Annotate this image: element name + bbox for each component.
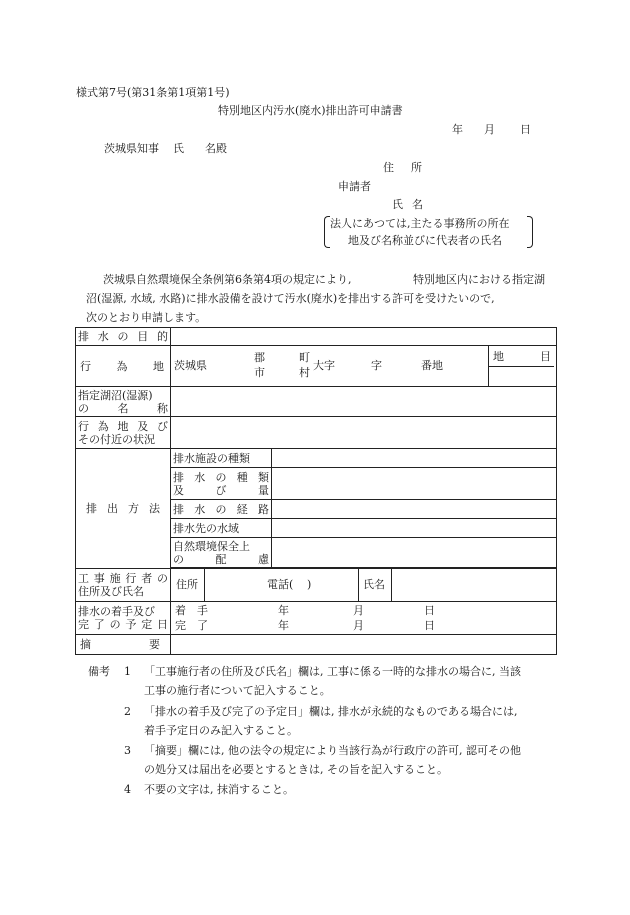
purpose-value[interactable] bbox=[171, 328, 557, 346]
corp-note-line2: 地及び名称並びに代表者の氏名 bbox=[348, 234, 502, 247]
remark-3-line2: の処分又は届出を必要とするときは, その旨を記入すること。 bbox=[144, 763, 448, 776]
address-label-1: 住 bbox=[383, 161, 394, 174]
method-label: 排 出 方 法 bbox=[76, 449, 171, 569]
lake-label: 指定湖沼(湿源) の 名 称 bbox=[76, 387, 171, 417]
env-label: 自然環境保全上 の 配 慮 bbox=[171, 538, 272, 568]
drain-type-value[interactable] bbox=[272, 468, 557, 500]
addressee-shi: 氏 bbox=[173, 142, 184, 155]
location-value[interactable] bbox=[171, 346, 557, 387]
row-schedule bbox=[76, 602, 557, 635]
remarks-heading: 備考 bbox=[88, 665, 110, 678]
summary-value[interactable] bbox=[171, 635, 557, 655]
contractor-divider-1 bbox=[204, 569, 205, 601]
env-value[interactable] bbox=[272, 538, 557, 568]
start-day: 日 bbox=[424, 604, 435, 617]
contractor-phone-label: 電話( bbox=[267, 578, 294, 591]
finish-year: 年 bbox=[278, 619, 289, 632]
location-aza: 字 bbox=[371, 359, 382, 372]
remark-4-num: 4 bbox=[124, 783, 131, 796]
date-year: 年 bbox=[452, 123, 463, 136]
row-site bbox=[76, 417, 557, 449]
chimoku-label-1: 地 bbox=[493, 350, 504, 363]
date-month: 月 bbox=[484, 123, 495, 136]
form-title: 特別地区内汚水(廃水)排出許可申請書 bbox=[218, 104, 403, 117]
remark-2-num: 2 bbox=[124, 705, 131, 718]
applicant-label: 申請者 bbox=[338, 180, 371, 193]
remark-1-line1: 「工事施行者の住所及び氏名」欄は, 工事に係る一時的な排水の場合に, 当該 bbox=[144, 665, 521, 678]
site-label: 行 為 地 及 び その付近の状況 bbox=[76, 417, 171, 449]
facility-type-value[interactable] bbox=[272, 449, 557, 468]
site-value[interactable] bbox=[171, 417, 557, 449]
contractor-address-label: 住所 bbox=[176, 578, 198, 591]
location-shi: 市 bbox=[254, 366, 265, 379]
application-table bbox=[75, 327, 557, 655]
body-line1-b: 特別地区内における指定湖 bbox=[413, 273, 545, 286]
finish-label-2: 了 bbox=[197, 619, 208, 632]
location-banchi: 番地 bbox=[421, 359, 443, 372]
location-mura: 村 bbox=[299, 366, 310, 379]
start-year: 年 bbox=[278, 604, 289, 617]
date-day: 日 bbox=[520, 123, 531, 136]
destination-value[interactable] bbox=[272, 519, 557, 538]
contractor-divider-3 bbox=[391, 569, 392, 601]
remark-4-line1: 不要の文字は, 抹消すること。 bbox=[144, 783, 294, 796]
bracket-right bbox=[527, 216, 533, 248]
remark-3-num: 3 bbox=[124, 744, 131, 757]
body-line1-a: 茨城県自然環境保全条例第6条第4項の規定により, bbox=[103, 273, 352, 286]
facility-type-label: 排水施設の種類 bbox=[171, 449, 272, 468]
body-line2: 沼(湿源, 水域, 水路)に排水設備を設けて汚水(廃水)を排出する許可を受けたいので, bbox=[86, 292, 495, 305]
contractor-divider-2 bbox=[358, 569, 359, 601]
location-label: 行 為 地 bbox=[76, 346, 171, 387]
finish-label-1: 完 bbox=[175, 619, 186, 632]
remark-1-line2: 工事の施行者について記入すること。 bbox=[144, 684, 331, 697]
addressee-governor: 茨城県知事 bbox=[104, 142, 159, 155]
location-gun: 郡 bbox=[254, 351, 265, 364]
contractor-label: 工 事 施 行 者 の 住所及び氏名 bbox=[76, 569, 171, 602]
row-facility-type bbox=[76, 449, 557, 468]
schedule-value[interactable] bbox=[171, 602, 557, 635]
start-label-1: 着 bbox=[175, 604, 186, 617]
row-lake bbox=[76, 387, 557, 417]
contractor-value[interactable] bbox=[171, 569, 557, 602]
drain-type-label: 排 水 の 種 類 及 び 量 bbox=[171, 468, 272, 500]
row-purpose bbox=[76, 328, 557, 346]
destination-label: 排水先の水域 bbox=[171, 519, 272, 538]
remark-2-line2: 着手予定日のみ記入すること。 bbox=[144, 724, 298, 737]
purpose-label: 排 水 の 目 的 bbox=[76, 328, 171, 346]
body-line3: 次のとおり申請します。 bbox=[86, 311, 207, 324]
remark-2-line1: 「排水の着手及び完了の予定日」欄は, 排水が永続的なものである場合には, bbox=[144, 705, 518, 718]
name-label-2: 名 bbox=[412, 198, 423, 211]
lake-value[interactable] bbox=[171, 387, 557, 417]
chimoku-label-2: 目 bbox=[540, 350, 551, 363]
remark-1-num: 1 bbox=[124, 665, 131, 678]
row-location bbox=[76, 346, 557, 387]
row-summary bbox=[76, 635, 557, 655]
schedule-label: 排水の着手及び 完 了 の 予 定 日 bbox=[76, 602, 171, 635]
start-label-2: 手 bbox=[197, 604, 208, 617]
location-oaza: 大字 bbox=[313, 359, 335, 372]
chimoku-hline bbox=[488, 366, 554, 367]
summary-label: 摘 要 bbox=[76, 635, 171, 655]
name-label-1: 氏 bbox=[392, 198, 403, 211]
finish-month: 月 bbox=[353, 619, 364, 632]
location-pref: 茨城県 bbox=[174, 359, 207, 372]
location-machi: 町 bbox=[299, 351, 310, 364]
addressee-name: 名殿 bbox=[205, 142, 227, 155]
address-label-2: 所 bbox=[411, 161, 422, 174]
route-label: 排 水 の 経 路 bbox=[171, 500, 272, 519]
start-month: 月 bbox=[353, 604, 364, 617]
row-contractor bbox=[76, 569, 557, 602]
form-number: 様式第7号(第31条第1項第1号) bbox=[76, 86, 230, 99]
finish-day: 日 bbox=[424, 619, 435, 632]
contractor-name-label: 氏名 bbox=[363, 578, 385, 591]
route-value[interactable] bbox=[272, 500, 557, 519]
remark-3-line1: 「摘要」欄には, 他の法令の規定により当該行為が行政庁の許可, 認可その他 bbox=[144, 744, 521, 757]
contractor-phone-close: ) bbox=[307, 578, 312, 591]
corp-note-line1: 法人にあつては,主たる事務所の所在 bbox=[330, 217, 510, 230]
